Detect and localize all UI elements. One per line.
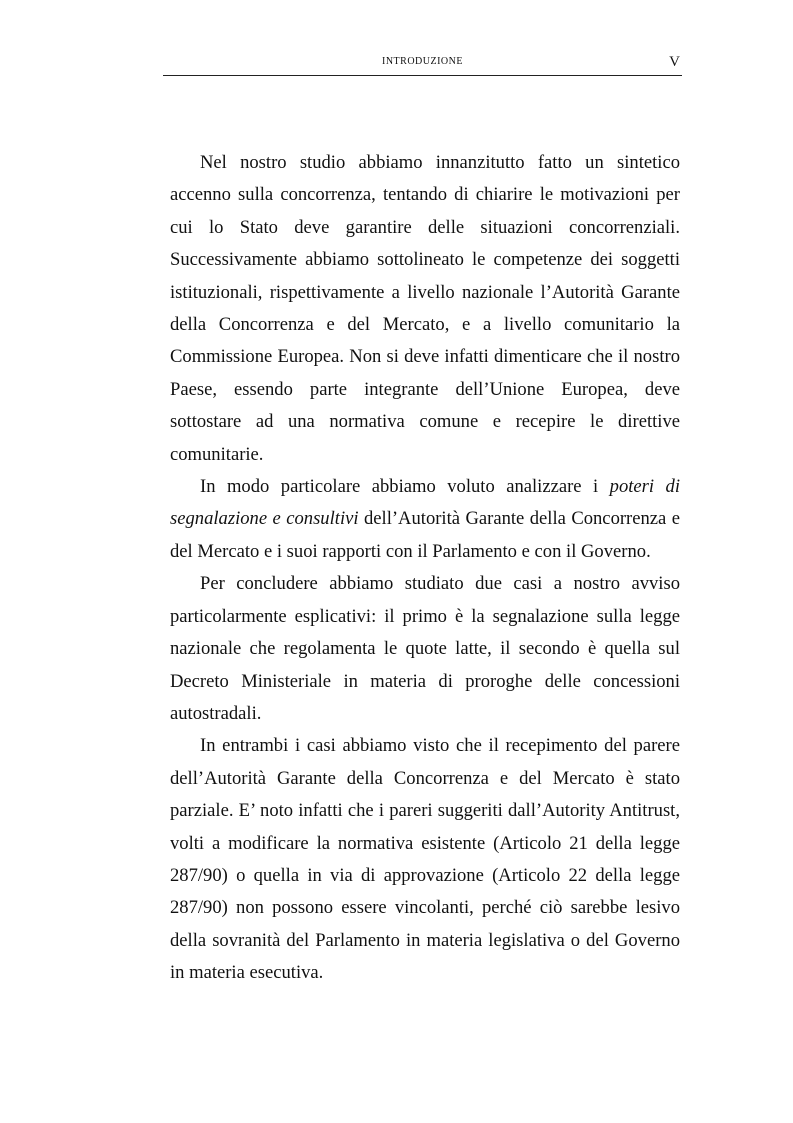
running-head-title: INTRODUZIONE [382, 56, 463, 67]
page-number: V [669, 54, 680, 70]
paragraph-4: In entrambi i casi abbiamo visto che il recepimento del parere dell’Autorità Garante della Concorrenza e del Mercato è stato parziale. E’ noto infatti che i pareri suggeriti dall’Autority Antitrust, volti a modificare la normativa esistente (Articolo 21 della legge 287/90) o quella in via di approvazione (Articolo 22 della legge 287/90) non possono essere vincolanti, perché ciò sarebbe lesivo della sovranità del Parlamento in materia legislativa o del Governo in materia esecutiva. [170, 735, 680, 984]
paragraph-3: Per concludere abbiamo studiato due casi a nostro avviso particolarmente esplicativi: il primo è la segnalazione sulla legge nazionale che regolamenta le quote latte, il secondo è quella sul Decreto Ministeriale in materia di proroghe delle concessioni autostradali. [170, 573, 680, 724]
paragraph-2-italic: poteri di segnalazione e consultivi [170, 476, 681, 530]
paragraph-2-before: In modo particolare abbiamo voluto analizzare i [200, 476, 610, 498]
header-rule [163, 75, 682, 76]
page-header [163, 54, 682, 76]
paragraph-1: Nel nostro studio abbiamo innanzitutto fatto un sintetico accenno sulla concorrenza, tentando di chiarire le motivazioni per cui lo Stato deve garantire delle situazioni concorrenziali. Successivamente abbiamo sottolineato le competenze dei soggetti istituzionali, rispettivamente a livello nazionale l’Autorità Garante della Concorrenza e del Mercato, e a livello comunitario la Commissione Europea. Non si deve infatti dimenticare che il nostro Paese, essendo parte integrante dell’Unione Europea, deve sottostare ad una normativa comune e recepire le direttive comunitarie. [170, 152, 680, 465]
paragraph-2 [170, 471, 680, 568]
paragraph-2-after: dell’Autorità Garante della Concorrenza e del Mercato e i suoi rapporti con il Parlamento e con il Governo. [170, 508, 680, 562]
body-text [170, 147, 680, 990]
